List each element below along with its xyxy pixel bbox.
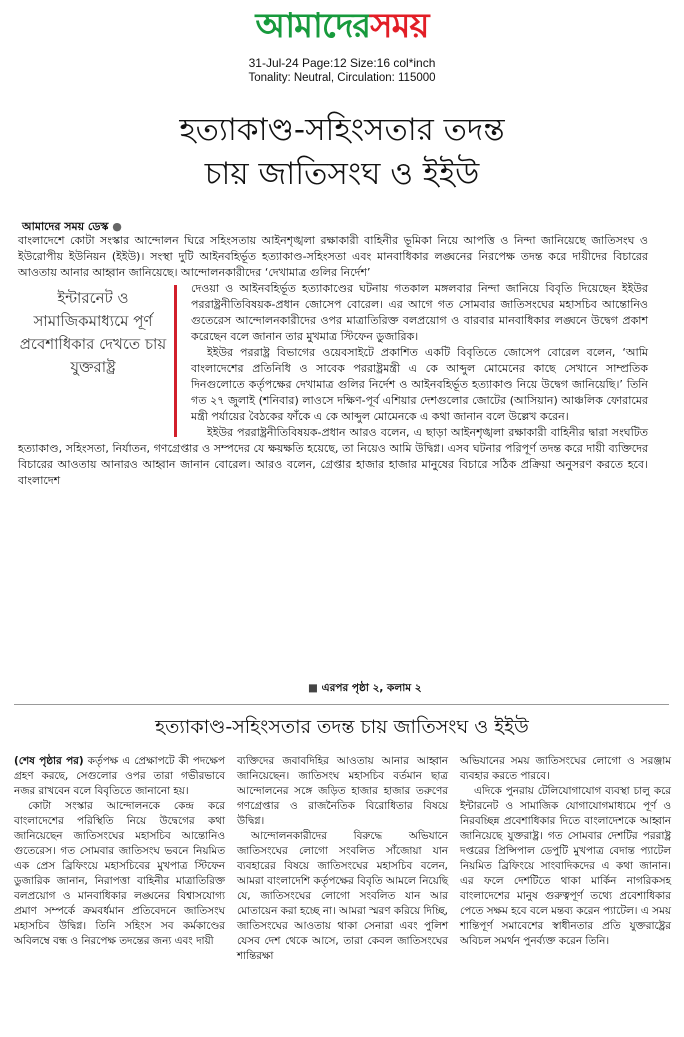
- continuation-columns: [14, 754, 672, 964]
- article-paragraph-1-continued: দেওয়া ও আইনবহির্ভূত হত্যাকাণ্ডের ঘটনায় গতকাল মঙ্গলবার নিন্দা জানিয়ে বিবৃতি দিয়েছেন ইইউর পররাষ্ট্রনীতিবিষয়ক-প্রধান জোসেপ বোরেল। এর আগে গত সোমবার জাতিসংঘের মহাসচিব আন্তোনিও গুতেরেস আন্দোলনকারীদের ওপর মাত্রাতিরিক্ত বলপ্রয়োগ ও বারবার মানবাধিকার লঙ্ঘনে উদ্বেগ প্রকাশ করেছেন বলে জানান তার মুখমাত্র স্টিফেন ডুজারিক।: [191, 282, 648, 343]
- headline-line-1: হত্যাকাণ্ড-সহিংসতার তদন্ত: [179, 112, 505, 148]
- article-paragraph-1: বাংলাদেশে কোটা সংস্কার আন্দোলন ঘিরে সহিংসতায় আইনশৃঙ্খলা রক্ষাকারী বাহিনীর ভূমিকা নিয়ে আপত্তি ও নিন্দা জানিয়েছে জাতিসংঘ ও ইউরোপীয় ইউনিয়ন (ইইউ)। সংস্থা দুটি আইনবহির্ভূত হত্যাকাণ্ড-সহিংসতা এবং মানবাধিকার লঙ্ঘনের নিরপেক্ষ তদন্ত করে দায়ীদের বিচারের আওতায় আনার আহ্বান জানিয়েছে। আন্দোলনকারীদের ‘দেখামাত্র গুলির নির্দেশ’: [18, 234, 648, 279]
- continued-note: [308, 681, 422, 698]
- continuation-lead: (শেষ পৃষ্ঠার পর): [14, 755, 84, 767]
- square-icon: ■: [308, 682, 318, 694]
- clip-tonality-line: Tonality: Neutral, Circulation: 115000: [248, 72, 436, 84]
- byline-text: আমাদের সময় ডেস্ক: [22, 220, 109, 233]
- column-1-paragraph-2: কোটা সংস্কার আন্দোলনকে কেন্দ্র করে বাংলাদেশের পরিস্থিতি নিয়ে উদ্বেগের কথা জানিয়েছেন জাতিসংঘের মহাসচিব আন্তোনিও গুতেরেস। গত সোমবার জাতিসংঘ ভবনে নিয়মিত এক প্রেস ব্রিফিংয়ে মহাসচিবের মুখপাত্র স্টিফেন ডুজারিক জানান, নিরাপত্তা বাহিনীর মাত্রাতিরিক্ত বলপ্রয়োগ ও মানবাধিকার লঙ্ঘনের বিশ্বাসযোগ্য প্রমাণ সম্পর্কে ক্রমবর্ধমান প্রতিবেদনে জাতিসংঘ মহাসচিব উদ্বিগ্ন। তিনি সহিংস সব কর্মকাণ্ডের অবিলম্বে বন্ধ ও নিরপেক্ষ তদন্তের জন্য এবং দায়ী: [14, 800, 225, 947]
- column-1: [14, 754, 225, 964]
- bullet-icon: ●: [112, 220, 122, 233]
- divider: [14, 704, 669, 705]
- pullquote-wrap: [18, 281, 648, 376]
- column-3-paragraph-1: অভিযানের সময় জাতিসংঘের লোগো ও সরঞ্জাম ব্যবহার করতে পারবে।: [460, 755, 671, 782]
- column-2-paragraph-2: আন্দোলনকারীদের বিরুদ্ধে অভিযানে জাতিসংঘের লোগো সংবলিত সাঁজোয়া যান ব্যবহারের বিষয়ে জাতিসংঘের মহাসচিব বলেন, আমরা বাংলাদেশি কর্তৃপক্ষের বিবৃতি আমলে নিয়েছি যে, জাতিসংঘের লোগো সংবলিত যান আর মোতায়েন করা হচ্ছে না। আমরা স্মরণ করিয়ে দিচ্ছি, জাতিসংঘের আওতায় থাকা সেনারা এবং পুলিশ যেসব দেশ থেকে আসে, তারা কেবল জাতিসংঘের শান্তিরক্ষা: [237, 830, 448, 962]
- column-3-paragraph-2: এদিকে পুনরায় টেলিযোগাযোগ ব্যবস্থা চালু করে ইন্টারনেট ও সামাজিক যোগাযোগমাধ্যমে পূর্ণ ও নিরবচ্ছিন্ন প্রবেশাধিকার দিতে বাংলাদেশকে আহ্বান জানিয়েছে যুক্তরাষ্ট্র। গত সোমবার দেশটির পররাষ্ট্র দপ্তরের প্রিন্সিপাল ডেপুটি মুখপাত্র বেদান্ত প্যাটেল নিয়মিত ব্রিফিংয়ে সাংবাদিকদের এ কথা জানান। এর ফলে দেশটিতে থাকা মার্কিন নাগরিকসহ বাংলাদেশের মানুষ গুরুত্বপূর্ণ তথ্যে প্রবেশাধিকার পেতে সক্ষম হবে বলে মন্তব্য করেন প্যাটেল। এ সময় শান্তিপূর্ণ সমাবেশের স্বাধীনতার প্রতি যুক্তরাষ্ট্রের অবিচল সমর্থন পুনর্ব্যক্ত করেন তিনি।: [460, 785, 671, 947]
- logo-part-red: সময়: [370, 6, 429, 46]
- continued-note-text: এরপর পৃষ্ঠা ২, কলাম ২: [321, 682, 422, 694]
- column-2: [237, 754, 448, 964]
- clip-date-line: 31-Jul-24 Page:12 Size:16 col*inch: [248, 56, 436, 70]
- main-headline: [0, 108, 684, 196]
- column-2-paragraph-1: ব্যক্তিদের জবাবদিহির আওতায় আনার আহ্বান জানিয়েছেন। জাতিসংঘ মহাসচিব বর্তমান ছাত্র আন্দোলনের সঙ্গে জড়িত হাজার হাজার তরুণের গণগ্রেপ্তার ও রাজনৈতিক বিরোধিতার বিষয়ে উদ্বিগ্ন।: [237, 755, 448, 827]
- logo-part-green: আমাদের: [255, 6, 371, 46]
- column-1-paragraph-1-text: কর্তৃপক্ষ এ প্রেক্ষাপটে কী পদক্ষেপ গ্রহণ করছে, সেগুলোর ওপর তারা গভীরভাবে নজর রাখবেন বলে বিবৃতিতে জানানো হয়।: [14, 755, 225, 797]
- masthead: [0, 6, 684, 46]
- headline-line-2: চায় জাতিসংঘ ও ইইউ: [204, 156, 480, 192]
- pullquote: ইন্টারনেট ও সামাজিকমাধ্যমে পূর্ণ প্রবেশাধিকার দেখতে চায় যুক্তরাষ্ট্র: [18, 285, 177, 437]
- column-3: [460, 754, 671, 964]
- article-body: [18, 233, 648, 489]
- article-paragraph-2: ইইউর পররাষ্ট্র বিভাগের ওয়েবসাইটে প্রকাশিত একটি বিবৃতিতে জোসেপ বোরেল বলেন, ‘আমি বাংলাদেশের প্রতিনিধি ও সাবেক পররাষ্ট্রমন্ত্রী এ কে আব্দুল মোমেনের কাছে সেখানে সাম্প্রতিক দিনগুলোতে কর্তৃপক্ষের দেখামাত্র গুলির নির্দেশ ও আইনবহির্ভূত হত্যাকাণ্ড নিয়ে উদ্বেগ জানিয়েছি।’ তিনি গত ২৭ জুলাই (শনিবার) লাওসে দক্ষিণ-পূর্ব এশিয়ার দেশগুলোর জোটের (আসিয়ান) আঞ্চলিক ফোরামের মন্ত্রী পর্যায়ের বৈঠকের ফাঁকে এ কে আব্দুল মোমেনকে এ কথা জানান বলে উল্লেখ করেন।: [191, 346, 648, 423]
- column-1-paragraph-1: [14, 754, 225, 799]
- continuation-headline: হত্যাকাণ্ড-সহিংসতার তদন্ত চায় জাতিসংঘ ও ইইউ: [155, 716, 529, 738]
- newspaper-logo: [256, 6, 429, 46]
- article-paragraph-3: ইইউর পররাষ্ট্রনীতিবিষয়ক-প্রধান আরও বলেন, এ ছাড়া আইনশৃঙ্খলা রক্ষাকারী বাহিনীর দ্বারা সংঘটিত হত্যাকাণ্ড, সহিংসতা, নির্যাতন, গণগ্রেপ্তার ও সম্পদের যে ক্ষয়ক্ষতি হয়েছে, তা নিয়েও আমি উদ্বিগ্ন। এসব ঘটনার পরিপূর্ণ তদন্ত করে দায়ী ব্যক্তিদের বিচারের আওতায় আনারও আহ্বান জানান বোরেল। আরও বলেন, গ্রেপ্তার হাজার হাজার মানুষের বিচারে সঠিক প্রক্রিয়া অনুসরণ করতে হবে। বাংলাদেশ: [18, 426, 648, 487]
